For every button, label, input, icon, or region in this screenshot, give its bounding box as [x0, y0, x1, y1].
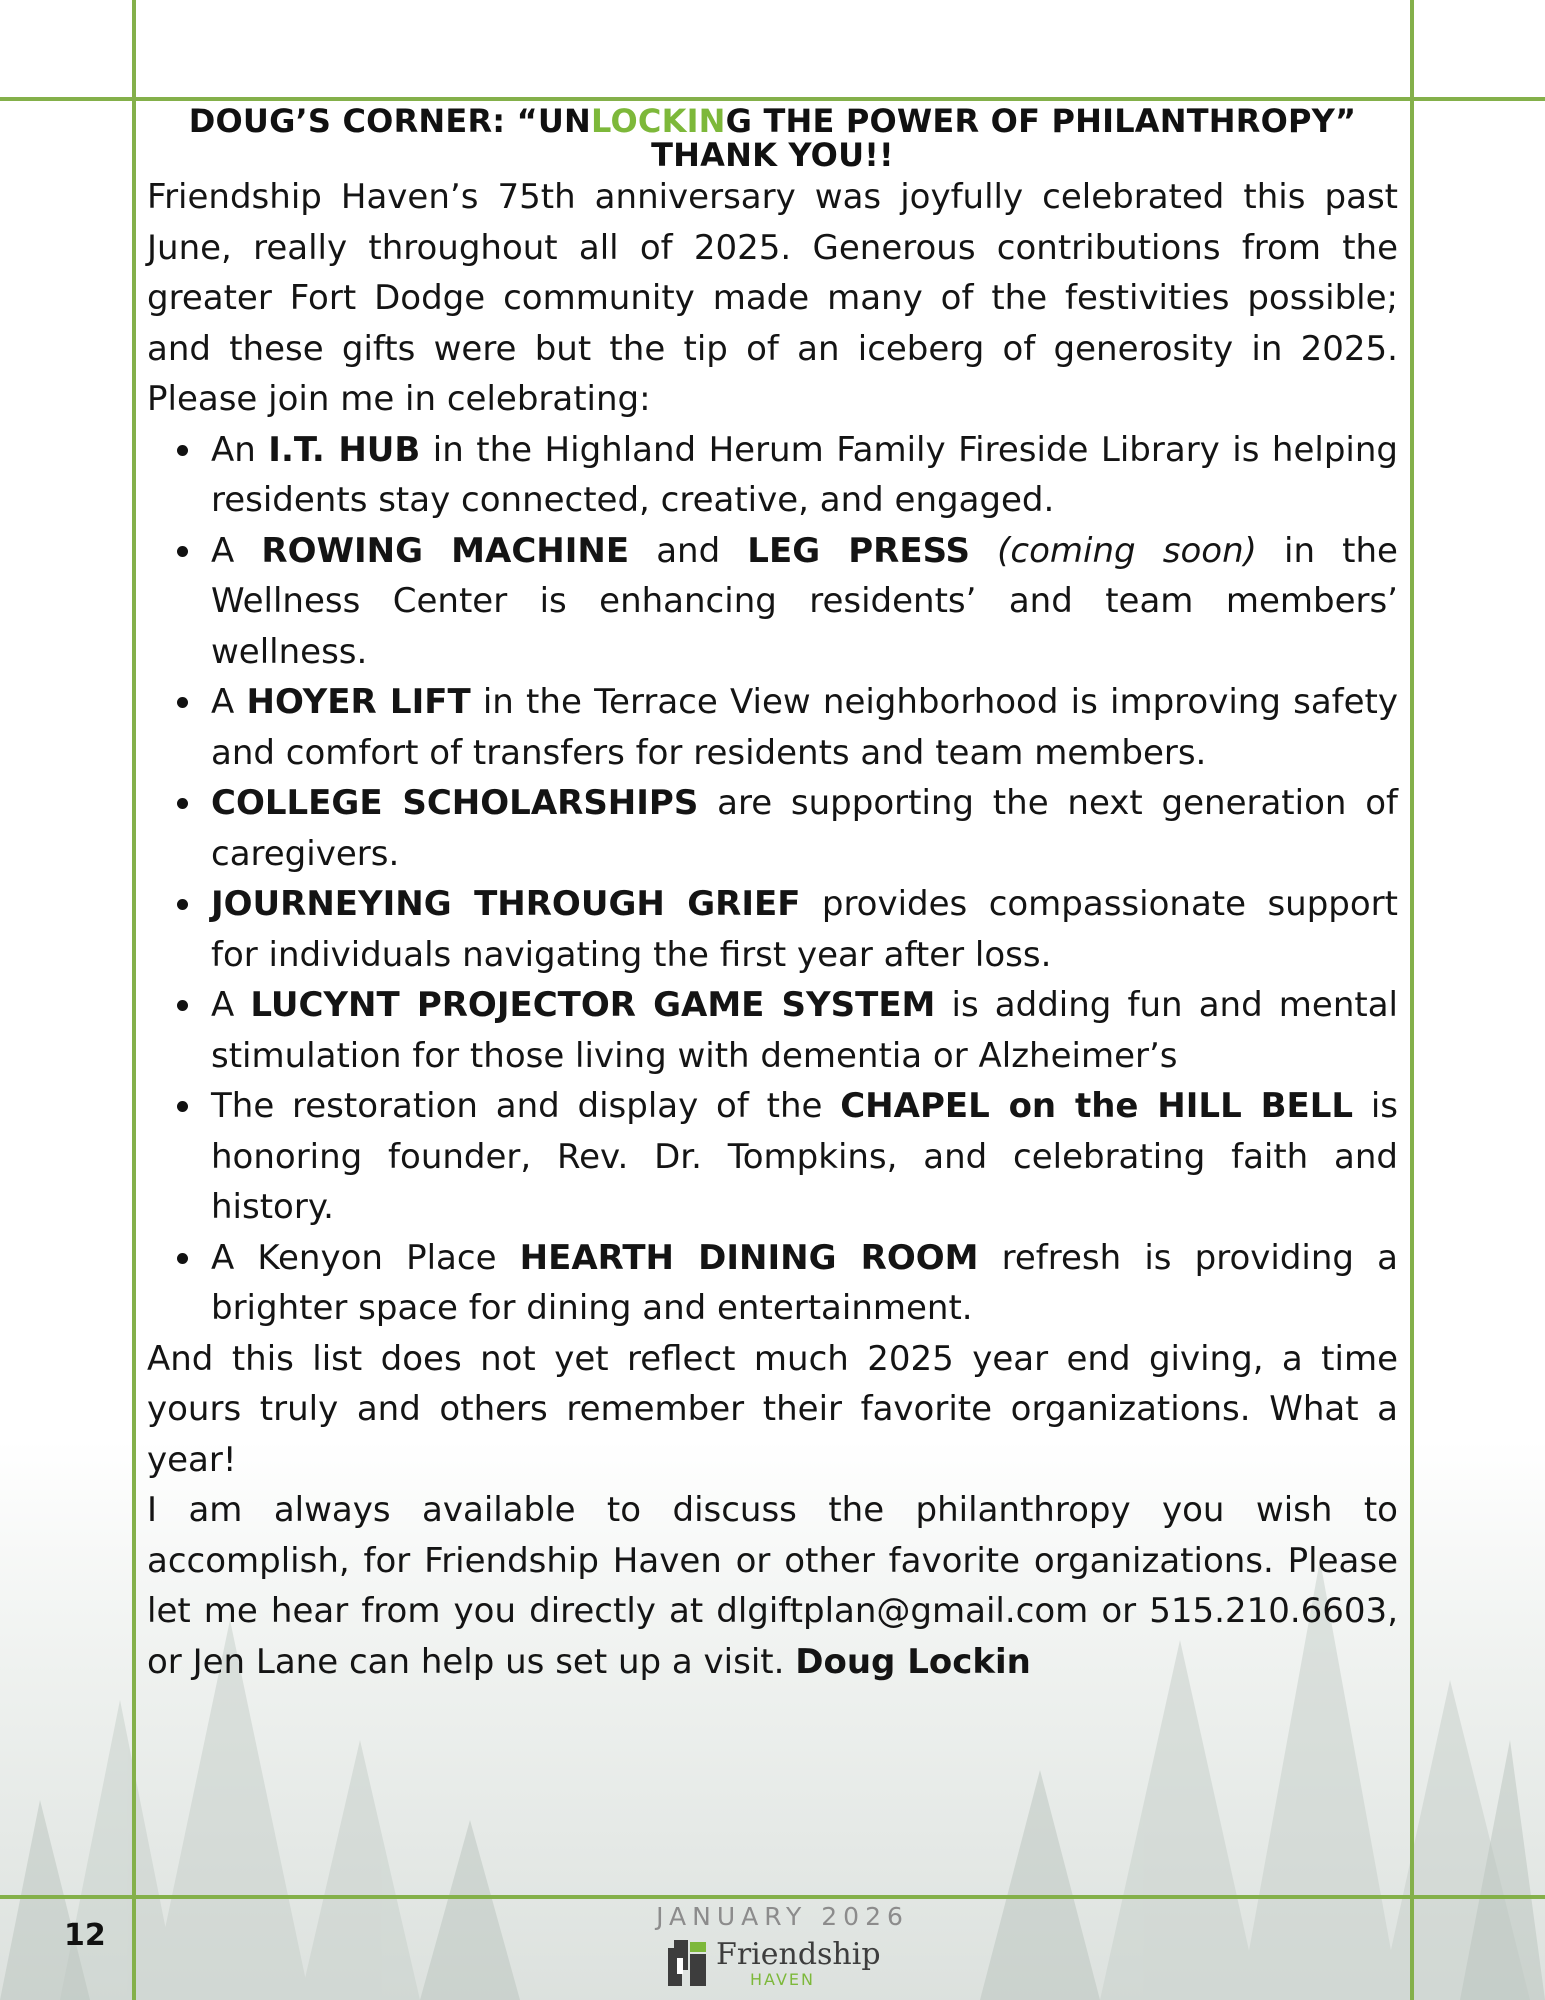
list-item: A ROWING MACHINE and LEG PRESS (coming soon) in the Wellness Center is enhancing residents’ and team members’ wellness. — [211, 526, 1398, 678]
list-item: JOURNEYING THROUGH GRIEF provides compassionate support for individuals navigating the first year after loss. — [211, 879, 1398, 980]
logo-subtitle: HAVEN — [750, 1970, 815, 1989]
intro-paragraph: Friendship Haven’s 75th anniversary was joyfully celebrated this past June, really throughout all of 2025. Generous contributions from the greater Fort Dodge community made many of the festivities possible; and these gifts were but the tip of an iceberg of generosity in 2025. Please join me in celebrating: — [147, 177, 1398, 419]
logo-name: Friendship — [716, 1937, 881, 1972]
list-item: A LUCYNT PROJECTOR GAME SYSTEM is adding fun and mental stimulation for those living with dementia or Alzheimer’s — [211, 980, 1398, 1081]
article-title: DOUG’S CORNER: “UNLOCKING THE POWER OF PHILANTHROPY” — [188, 102, 1357, 140]
closing-paragraph: And this list does not yet reflect much 2025 year end giving, a time yours truly and others remember their favorite organizations. What a year! — [147, 1338, 1398, 1480]
friendship-haven-logo — [668, 1937, 881, 1989]
list-item: The restoration and display of the CHAPEL on the HILL BELL is honoring founder, Rev. Dr. Tompkins, and celebrating faith and history. — [211, 1081, 1398, 1233]
contact-paragraph: I am always available to discuss the philanthropy you wish to accomplish, for Friendship Haven or other favorite organizations. Please let me hear from you directly at dlgiftplan@gmail.com or 515.210.6603, or Jen Lane can help us set up a visit. Doug Lockin — [147, 1490, 1398, 1682]
issue-date: JANUARY 2026 — [656, 1902, 909, 1931]
gift-list — [147, 425, 1398, 1334]
article-subtitle: THANK YOU!! — [651, 136, 894, 174]
page-number: 12 — [64, 1918, 106, 1953]
title-highlight: LOCKIN — [591, 102, 726, 140]
house-logo-icon — [668, 1940, 708, 1986]
article — [147, 104, 1398, 1687]
top-rule — [0, 97, 1545, 101]
left-rule — [132, 0, 136, 2000]
bottom-rule — [0, 1895, 1545, 1899]
right-rule — [1410, 0, 1414, 2000]
signature: Doug Lockin — [795, 1641, 1031, 1682]
list-item: A Kenyon Place HEARTH DINING ROOM refresh is providing a brighter space for dining and entertainment. — [211, 1233, 1398, 1334]
list-item: COLLEGE SCHOLARSHIPS are supporting the next generation of caregivers. — [211, 778, 1398, 879]
list-item: A HOYER LIFT in the Terrace View neighborhood is improving safety and comfort of transfers for residents and team members. — [211, 677, 1398, 778]
list-item: An I.T. HUB in the Highland Herum Family Fireside Library is helping residents stay connected, creative, and engaged. — [211, 425, 1398, 526]
